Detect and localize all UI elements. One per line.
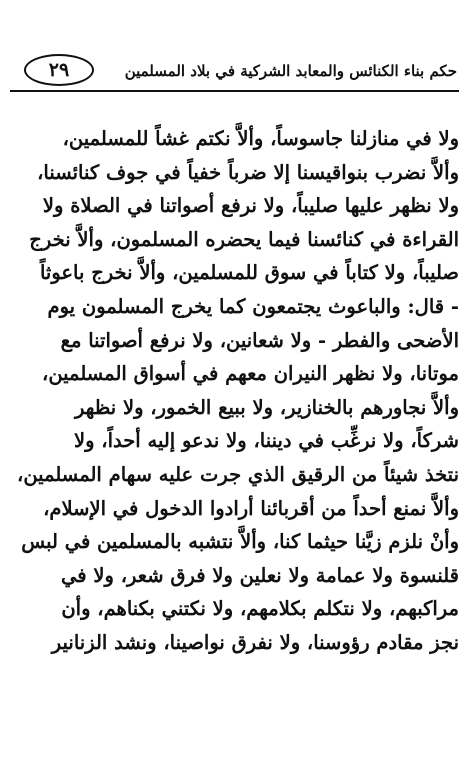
text-line: وأنْ نلزم زيَّنا حيثما كنا، وألاَّ نتشبه بالمسلمين في لبس	[21, 530, 459, 554]
running-title: حكم بناء الكنائس والمعابد الشركية في بلاد المسلمين	[124, 62, 457, 80]
text-line: وألاَّ نضرب بنواقيسنا إلا ضرباً خفياً في جوف كنائسنا،	[37, 160, 459, 184]
page-header	[10, 50, 459, 96]
text-line: شركاً، ولا نرغِّب في ديننا، ولا ندعو إليه أحداً، ولا	[73, 429, 459, 453]
text-line: وألاَّ نجاورهم بالخنازير، ولا ببيع الخمور، ولا نظهر	[75, 395, 459, 419]
text-line: نتخذ شيئاً من الرقيق الذي جرت عليه سهام المسلمين،	[17, 462, 459, 486]
text-line: صليباً، ولا كتاباً في سوق للمسلمين، وألاَّ نخرج باعوثاً	[39, 261, 459, 285]
text-line: - قال: والباعوث يجتمعون كما يخرج المسلمون يوم	[47, 294, 459, 318]
text-line: ولا في منازلنا جاسوساً، وألاَّ نكتم غشاً للمسلمين،	[62, 127, 459, 150]
text-line: الأضحى والفطر - ولا شعانين، ولا نرفع أصواتنا مع	[60, 328, 459, 352]
text-line: ولا نظهر عليها صليباً، ولا نرفع أصواتنا في الصلاة ولا	[42, 194, 459, 218]
text-line: القراءة في كنائسنا فيما يحضره المسلمون، وألاَّ نخرج	[29, 227, 459, 251]
text-line: قلنسوة ولا عمامة ولا نعلين ولا فرق شعر، ولا في	[61, 563, 459, 587]
text-line: نجز مقادم رؤوسنا، ولا نفرق نواصينا، ونشد الزنانير	[51, 630, 459, 654]
text-line: مراكبهم، ولا نتكلم بكلامهم، ولا نكتني بكناهم، وأن	[61, 597, 459, 621]
body-text	[6, 122, 459, 660]
page-number: ٢٩	[24, 54, 94, 86]
header-rule	[10, 90, 459, 92]
text-line: موتانا، ولا نظهر النيران معهم في أسواق المسلمين،	[42, 362, 459, 386]
text-line: وألاَّ نمنع أحداً من أقربائنا أرادوا الدخول في الإسلام،	[43, 496, 459, 520]
